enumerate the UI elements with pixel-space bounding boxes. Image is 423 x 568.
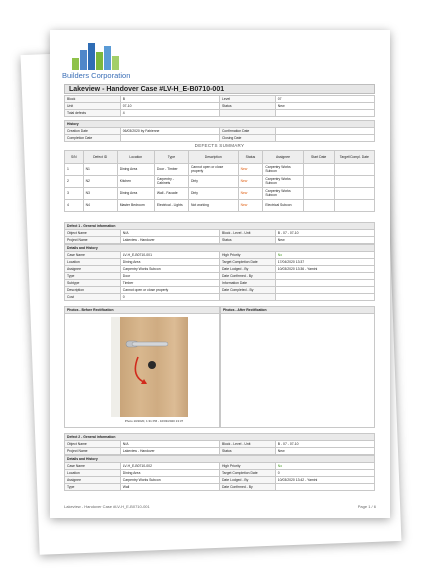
defect-cell: Dirty: [188, 188, 238, 200]
defect-cell: Master Bedroom: [117, 200, 154, 212]
defect-cell: N1: [83, 164, 117, 176]
defect-cell: Carpentry Works Subcon: [263, 176, 303, 188]
door-photo[interactable]: [120, 317, 188, 417]
defect2-general-table: [64, 433, 375, 455]
defect-cell: [303, 164, 334, 176]
defect-row[interactable]: [65, 164, 375, 176]
logo-text: Builders Corporation: [62, 71, 131, 80]
field-value: New: [275, 448, 374, 455]
field-label: Block - Level - Unit: [219, 441, 275, 448]
defect-cell: N2: [83, 176, 117, 188]
field-value: 4: [120, 110, 219, 117]
defect2-details-heading: Details and History: [65, 456, 375, 463]
history-heading: History: [65, 121, 375, 128]
defect1-details-table: [64, 244, 375, 301]
defect-cell: Carpentry Works Subcon: [263, 164, 303, 176]
defects-column-header: Assignee: [263, 151, 303, 164]
field-label: Description: [65, 287, 121, 294]
field-value: Wall: [120, 484, 219, 491]
defects-column-header: Defect ID: [83, 151, 117, 164]
defect-cell: N3: [83, 188, 117, 200]
field-label: [219, 294, 275, 301]
defect-cell: Kitchen: [117, 176, 154, 188]
defect2-details-row: [65, 484, 375, 491]
defect1-details-row: [65, 280, 375, 287]
report-page: [50, 30, 390, 518]
field-value: 07-10: [120, 103, 219, 110]
field-value: Timber: [120, 280, 219, 287]
field-value: Door: [120, 273, 219, 280]
defect-row[interactable]: [65, 176, 375, 188]
field-value: 10/03/2020 13:36 - Yamini: [275, 266, 374, 273]
field-value: N/A: [120, 230, 219, 237]
field-value: 17/04/2020 13:37: [275, 259, 374, 266]
field-label: Cost: [65, 294, 121, 301]
field-label: Case Name: [65, 252, 121, 259]
field-label: Creation Date: [65, 128, 121, 135]
summary-row: [65, 110, 375, 117]
defects-column-header: Type: [154, 151, 188, 164]
field-label: Case Name: [65, 463, 121, 470]
footer-case-name: Lakeview - Handover Case #LV-H_E-B0710-001: [64, 504, 150, 509]
defect-cell: Dining Area: [117, 188, 154, 200]
field-label: Assignee: [65, 266, 121, 273]
defects-column-header: Status: [238, 151, 263, 164]
defect-cell: [303, 200, 334, 212]
field-value: New: [275, 103, 374, 110]
field-label: Information Date: [219, 280, 275, 287]
field-value: Carpentry Works Subcon: [120, 477, 219, 484]
field-label: Type: [65, 273, 121, 280]
defect-cell: N4: [83, 200, 117, 212]
field-value: B - 07 - 07-10: [275, 230, 374, 237]
summary-row: [65, 103, 375, 110]
field-value: No: [275, 252, 374, 259]
field-value: [275, 128, 374, 135]
field-label: Type: [65, 484, 121, 491]
field-value: Carpentry Works Subcon: [120, 266, 219, 273]
defect-cell: 3: [65, 188, 84, 200]
defect-cell: 4: [65, 200, 84, 212]
field-label: Status: [219, 103, 275, 110]
defect-status: New: [238, 176, 263, 188]
field-value: 06/03/2020 by Fabienne: [120, 128, 219, 135]
field-label: Date Lodged - By: [219, 266, 275, 273]
photo-caption: Photo 10/2020, 1:31 PM - 10/03/2020 13:37: [124, 419, 184, 423]
defect-row[interactable]: [65, 200, 375, 212]
field-value: Cannot open or close properly: [120, 287, 219, 294]
field-label: Total defects: [65, 110, 121, 117]
photo-after-box: [220, 306, 375, 428]
defect-cell: Carpentry Works Subcon: [263, 188, 303, 200]
field-value: 10/03/2020 13:42 - Yamini: [275, 477, 374, 484]
defect-status: New: [238, 200, 263, 212]
defects-column-header: Location: [117, 151, 154, 164]
field-label: Project Name: [65, 448, 121, 455]
field-value: [120, 135, 219, 142]
field-label: Date Confirmed - By: [219, 484, 275, 491]
defect1-general-table: [64, 222, 375, 244]
field-label: Date Completed - By: [219, 287, 275, 294]
photo-before-heading: Photos - Before Rectification: [65, 307, 219, 314]
door-frame: [111, 317, 120, 417]
summary-table: [64, 95, 375, 117]
defect-cell: Cannot open or close properly: [188, 164, 238, 176]
logo-buildings-icon: [72, 43, 122, 70]
defect1-details-row: [65, 273, 375, 280]
defect2-details-table: [64, 455, 375, 491]
defect-cell: 1: [65, 164, 84, 176]
history-table: [64, 120, 375, 142]
field-label: Target Completion Date: [219, 259, 275, 266]
defect-cell: [334, 176, 374, 188]
defect2-details-row: [65, 463, 375, 470]
field-label: Date Lodged - By: [219, 477, 275, 484]
field-label: Status: [219, 237, 275, 244]
defects-column-header: Target/Compl. Date: [334, 151, 374, 164]
field-value: [275, 294, 374, 301]
field-value: [275, 484, 374, 491]
defect-status: New: [238, 188, 263, 200]
field-label: Closing Date: [219, 135, 275, 142]
field-value: LV-H_E-B0710-001: [120, 252, 219, 259]
defect1-details-row: [65, 287, 375, 294]
defect1-details-row: [65, 252, 375, 259]
defects-summary-table: [64, 150, 375, 212]
field-value: N/A: [120, 441, 219, 448]
field-label: Unit: [65, 103, 121, 110]
field-label: Block - Level - Unit: [219, 230, 275, 237]
defect1-details-row: [65, 294, 375, 301]
defect-cell: Wall - Facade: [154, 188, 188, 200]
defect2-details-row: [65, 470, 375, 477]
defect-row[interactable]: [65, 188, 375, 200]
defect-status: New: [238, 164, 263, 176]
field-label: High Priority: [219, 463, 275, 470]
defect-cell: Door - Timber: [154, 164, 188, 176]
field-value: Lakeview - Handover: [120, 448, 219, 455]
field-label: Block: [65, 96, 121, 103]
field-label: Assignee: [65, 477, 121, 484]
field-label: Completion Date: [65, 135, 121, 142]
defect-cell: [303, 176, 334, 188]
defect1-general-heading: Defect 1 - General information: [65, 223, 375, 230]
field-value: Lakeview - Handover: [120, 237, 219, 244]
defect-cell: Electrical - Lights: [154, 200, 188, 212]
history-row: [65, 128, 375, 135]
field-value: [275, 110, 374, 117]
defects-summary-title: DEFECTS SUMMARY: [194, 143, 245, 148]
photo-before-box: [64, 306, 220, 428]
defect1-general-row: [65, 237, 375, 244]
field-label: Level: [219, 96, 275, 103]
defect-cell: Dirty: [188, 176, 238, 188]
defect1-general-row: [65, 230, 375, 237]
field-label: Confirmation Date: [219, 128, 275, 135]
defect1-details-row: [65, 266, 375, 273]
defect-cell: Carpentry - Cabinets: [154, 176, 188, 188]
field-value: [275, 135, 374, 142]
field-value: LV-H_E-B0710-002: [120, 463, 219, 470]
field-label: [219, 110, 275, 117]
field-label: Location: [65, 259, 121, 266]
defect1-details-heading: Details and History: [65, 245, 375, 252]
field-label: Location: [65, 470, 121, 477]
defect-cell: 2: [65, 176, 84, 188]
field-label: High Priority: [219, 252, 275, 259]
company-logo: [62, 43, 152, 81]
defect-cell: [334, 188, 374, 200]
field-value: [275, 273, 374, 280]
field-value: No: [275, 463, 374, 470]
field-value: 07: [275, 96, 374, 103]
summary-row: [65, 96, 375, 103]
field-value: Dining Area: [120, 259, 219, 266]
defect2-general-row: [65, 448, 375, 455]
defect2-general-heading: Defect 2 - General information: [65, 434, 375, 441]
defect-cell: [334, 164, 374, 176]
field-value: [275, 280, 374, 287]
defects-column-header: Description: [188, 151, 238, 164]
field-value: 0: [275, 470, 374, 477]
field-value: Dining Area: [120, 470, 219, 477]
field-value: B: [120, 96, 219, 103]
defects-column-header: Start Date: [303, 151, 334, 164]
photo-after-heading: Photos - After Rectification: [221, 307, 374, 314]
defect2-general-row: [65, 441, 375, 448]
field-value: New: [275, 237, 374, 244]
field-label: Target Completion Date: [219, 470, 275, 477]
field-label: Date Confirmed - By: [219, 273, 275, 280]
field-value: B - 07 - 07-10: [275, 441, 374, 448]
field-value: 0: [120, 294, 219, 301]
field-label: Project Name: [65, 237, 121, 244]
field-label: Object Name: [65, 441, 121, 448]
history-row: [65, 135, 375, 142]
defect-cell: Not working: [188, 200, 238, 212]
report-title: Lakeview - Handover Case #LV-H_E-B0710-001: [64, 84, 375, 94]
field-value: [275, 287, 374, 294]
door-handle-icon: [120, 317, 188, 417]
defect-cell: Electrical Subcon: [263, 200, 303, 212]
defect-cell: [303, 188, 334, 200]
defect-cell: Dining Area: [117, 164, 154, 176]
defect1-details-row: [65, 259, 375, 266]
defects-column-header: S/N: [65, 151, 84, 164]
defect2-details-row: [65, 477, 375, 484]
footer-page-number: Page 1 / 6: [357, 504, 376, 509]
field-label: Subtype: [65, 280, 121, 287]
defect-cell: [334, 200, 374, 212]
field-label: Status: [219, 448, 275, 455]
field-label: Object Name: [65, 230, 121, 237]
